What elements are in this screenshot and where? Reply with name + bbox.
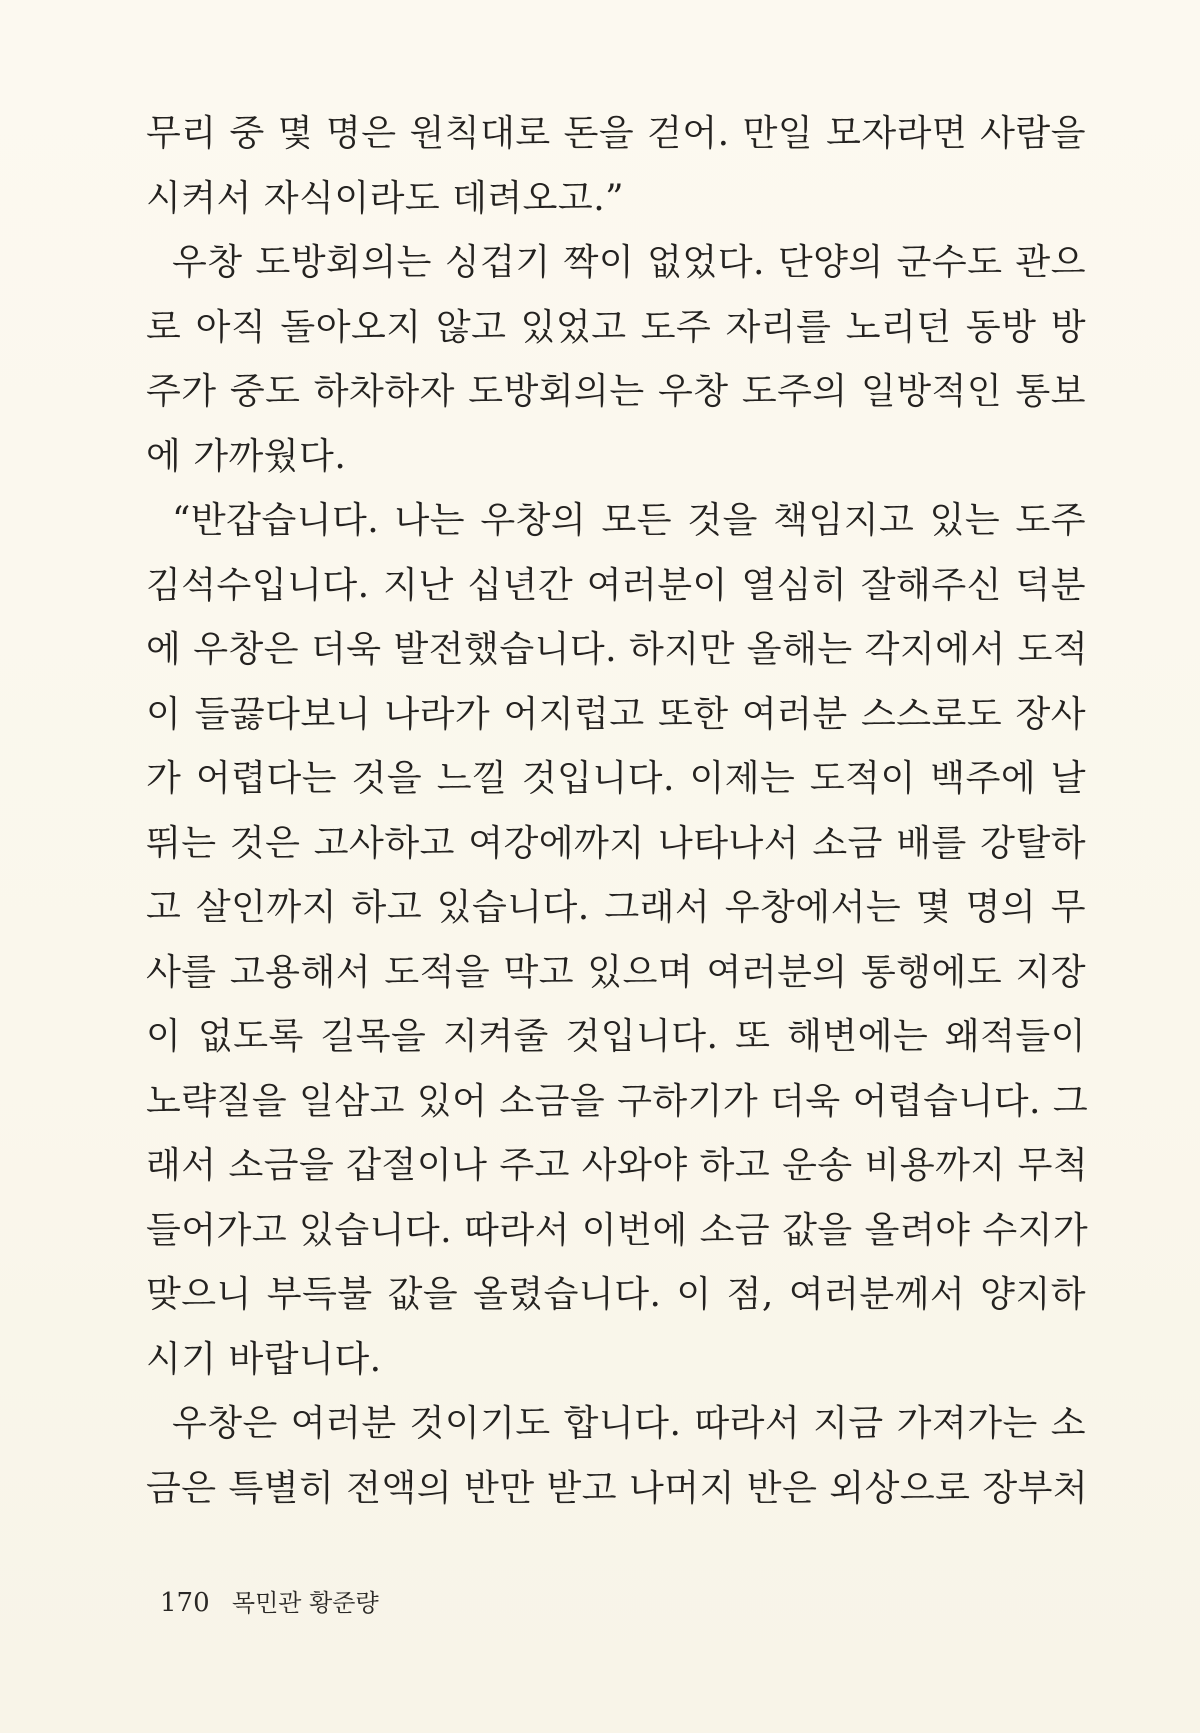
text-line: 노략질을 일삼고 있어 소금을 구하기가 더욱 어렵습니다. 그 bbox=[146, 1080, 1089, 1122]
text-line: “반갑습니다. 나는 우창의 모든 것을 책임지고 있는 도주 bbox=[172, 500, 1086, 541]
text-line: 들어가고 있습니다. 따라서 이번에 소금 값을 올려야 수지가 bbox=[146, 1209, 1089, 1251]
page-footer bbox=[160, 1583, 379, 1618]
text-line: 가 어렵다는 것을 느낄 것입니다. 이제는 도적이 백주에 날 bbox=[146, 758, 1086, 799]
text-line: 사를 고용해서 도적을 막고 있으며 여러분의 통행에도 지장 bbox=[146, 951, 1086, 993]
text-line: 이 없도록 길목을 지켜줄 것입니다. 또 해변에는 왜적들이 bbox=[146, 1016, 1086, 1057]
text-line: 로 아직 돌아오지 않고 있었고 도주 자리를 노리던 동방 방 bbox=[146, 306, 1086, 348]
text-line: 이 들끓다보니 나라가 어지럽고 또한 여러분 스스로도 장사 bbox=[146, 693, 1086, 735]
text-line: 에 가까웠다. bbox=[146, 435, 347, 477]
text-line: 무리 중 몇 명은 원칙대로 돈을 걷어. 만일 모자라면 사람을 bbox=[146, 113, 1086, 154]
body-text bbox=[146, 102, 1089, 1521]
text-line: 김석수입니다. 지난 십년간 여러분이 열심히 잘해주신 덕분 bbox=[146, 564, 1086, 606]
text-line: 맞으니 부득불 값을 올렸습니다. 이 점, 여러분께서 양지하 bbox=[146, 1274, 1086, 1315]
text-line: 시켜서 자식이라도 데려오고.” bbox=[146, 177, 625, 219]
text-line: 고 살인까지 하고 있습니다. 그래서 우창에서는 몇 명의 무 bbox=[146, 887, 1086, 928]
text-line: 래서 소금을 갑절이나 주고 사와야 하고 운송 비용까지 무척 bbox=[146, 1145, 1089, 1186]
text-line: 금은 특별히 전액의 반만 받고 나머지 반은 외상으로 장부처 bbox=[146, 1467, 1089, 1509]
page-number: 170 bbox=[160, 1588, 210, 1618]
text-line: 우창 도방회의는 싱겁기 짝이 없었다. 단양의 군수도 관으 bbox=[172, 242, 1086, 283]
text-line: 우창은 여러분 것이기도 합니다. 따라서 지금 가져가는 소 bbox=[172, 1403, 1086, 1444]
text-line: 에 우창은 더욱 발전했습니다. 하지만 올해는 각지에서 도적 bbox=[146, 629, 1089, 670]
text-line: 뛰는 것은 고사하고 여강에까지 나타나서 소금 배를 강탈하 bbox=[146, 822, 1086, 864]
text-line: 주가 중도 하차하자 도방회의는 우창 도주의 일방적인 통보 bbox=[146, 371, 1086, 412]
text-line: 시기 바랍니다. bbox=[146, 1338, 382, 1380]
book-title: 목민관 황준량 bbox=[231, 1589, 379, 1617]
